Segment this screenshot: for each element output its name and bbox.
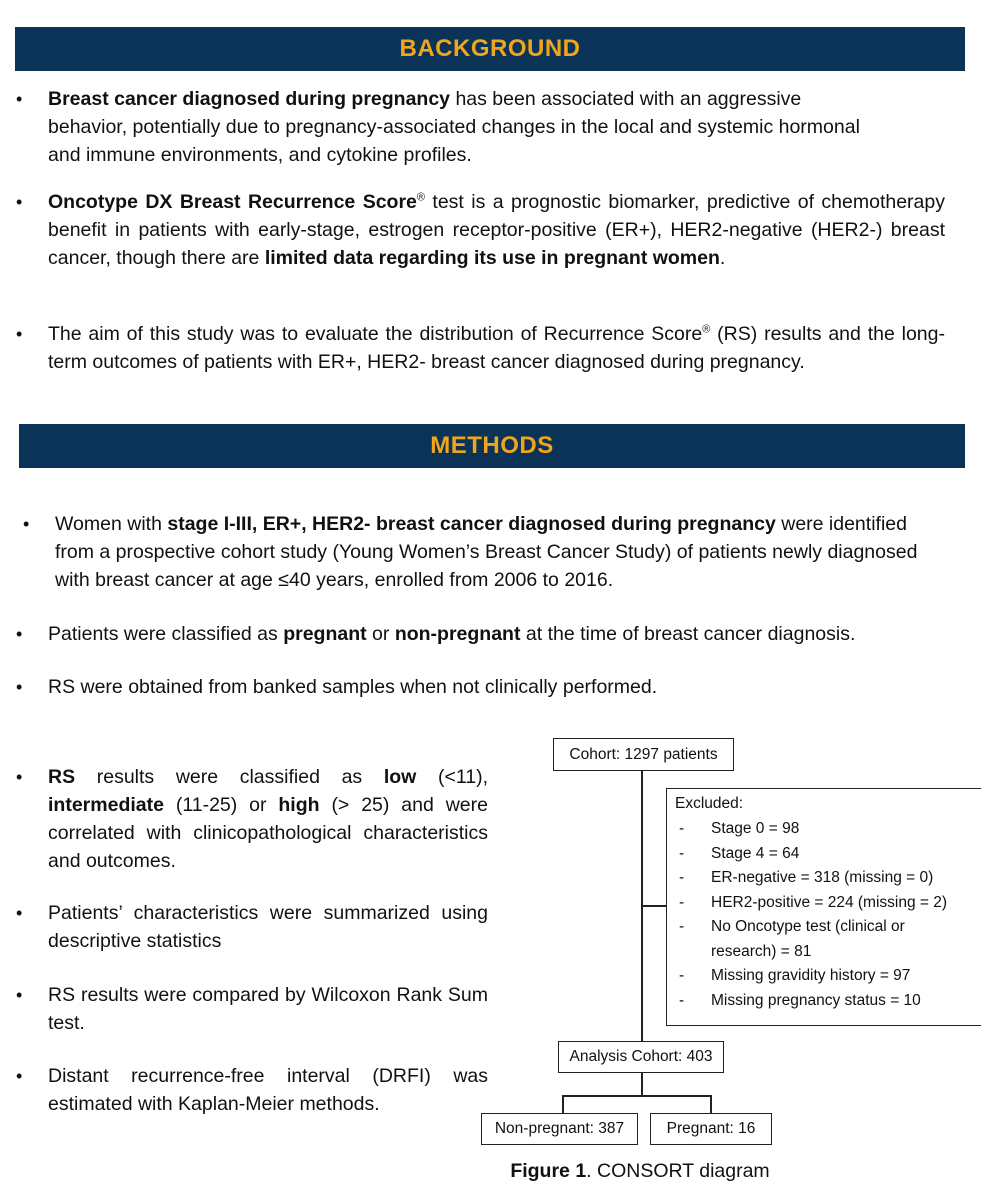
caption-text: . CONSORT diagram xyxy=(586,1160,770,1182)
methods-bullet-4 xyxy=(16,763,488,875)
body-text: Women with xyxy=(55,513,168,535)
background-bullet-2 xyxy=(16,188,945,272)
excluded-item: - Stage 4 = 64 xyxy=(679,844,800,862)
bullet-dot: • xyxy=(16,985,23,1005)
body-text: . xyxy=(719,247,726,269)
connector-left xyxy=(562,1095,564,1113)
methods-bullet-5 xyxy=(16,899,488,955)
bullet-dot: • xyxy=(16,1066,23,1086)
methods-bullet-2 xyxy=(16,620,948,648)
body-text: results were classified as xyxy=(75,766,384,788)
body-text: test is a prognostic biomarker, predictive of chemotherapy benefit in patients with early-stage, estrogen receptor-positive (ER+), HER2-negative (HER2-) breast cancer, though there are xyxy=(48,191,945,269)
bullet-dot: • xyxy=(16,324,23,344)
methods-bullet-1 xyxy=(23,510,935,594)
excluded-list xyxy=(675,817,981,1013)
bold-text: non-pregnant xyxy=(394,623,521,645)
bullet-dot: • xyxy=(16,767,23,787)
methods-bullet-3 xyxy=(16,673,948,701)
bold-text: stage I-III, ER+, HER2- breast cancer diagnosed during pregnancy xyxy=(167,513,776,535)
body-text: (> 25) and were correlated with clinicopathological characteristics and outcomes. xyxy=(48,794,488,872)
excluded-item: - Stage 0 = 98 xyxy=(679,820,800,837)
bold-text: pregnant xyxy=(283,623,367,645)
pregnant-box: Pregnant: 16 xyxy=(650,1113,772,1145)
excluded-item: - ER-negative = 318 (missing = 0) xyxy=(679,869,934,886)
body-text: (RS) results and the long-term outcomes of patients with ER+, HER2- breast cancer diagnosed during pregnancy. xyxy=(48,323,945,373)
background-heading: BACKGROUND xyxy=(15,27,965,71)
analysis-cohort-box: Analysis Cohort: 403 xyxy=(558,1041,724,1073)
bold-text: low xyxy=(383,766,417,788)
bullet-dot: • xyxy=(16,192,23,212)
bold-text: limited data regarding its use in pregnant women xyxy=(264,247,720,269)
registered-mark: ® xyxy=(416,191,425,204)
excluded-item: - HER2-positive = 224 (missing = 2) xyxy=(679,893,948,911)
body-text: RS results were compared by Wilcoxon Rank Sum test. xyxy=(48,984,488,1034)
bold-text: RS xyxy=(48,766,76,788)
body-text: RS were obtained from banked samples when not clinically performed. xyxy=(48,676,658,698)
background-bullet-1 xyxy=(16,85,868,169)
body-text: The aim of this study was to evaluate the distribution of Recurrence Score xyxy=(48,323,703,345)
cohort-box: Cohort: 1297 patients xyxy=(553,738,734,771)
body-text: (11-25) or xyxy=(163,794,279,816)
connector-split xyxy=(562,1095,711,1097)
connector-right xyxy=(710,1095,712,1113)
connector-vertical xyxy=(641,1073,643,1095)
body-text: Patients’ characteristics were summarized using descriptive statistics xyxy=(48,902,488,952)
background-bullet-3 xyxy=(16,320,945,376)
bullet-dot: • xyxy=(16,89,23,109)
body-text: Distant recurrence-free interval (DRFI) was estimated with Kaplan-Meier methods. xyxy=(48,1065,488,1115)
registered-mark: ® xyxy=(702,323,711,336)
body-text: (<11), xyxy=(416,766,488,788)
methods-heading: METHODS xyxy=(19,424,965,468)
excluded-item: - No Oncotype test (clinical or research) = 81 xyxy=(679,918,905,960)
excluded-title: Excluded: xyxy=(675,795,744,812)
bold-text: Oncotype DX Breast Recurrence Score xyxy=(48,191,417,213)
methods-bullet-7 xyxy=(16,1062,488,1118)
figure-caption xyxy=(420,1160,860,1183)
bullet-dot: • xyxy=(16,677,23,697)
bullet-dot: • xyxy=(23,514,30,534)
bold-text: high xyxy=(278,794,320,816)
bold-text: intermediate xyxy=(48,794,164,816)
bullet-dot: • xyxy=(16,903,23,923)
body-text: or xyxy=(366,623,395,645)
excluded-box xyxy=(666,788,981,1026)
excluded-item: - Missing gravidity history = 97 xyxy=(679,967,911,984)
connector-to-excluded xyxy=(641,905,666,907)
excluded-item: - Missing pregnancy status = 10 xyxy=(679,991,921,1009)
non-pregnant-box: Non-pregnant: 387 xyxy=(481,1113,638,1145)
bold-text: Breast cancer diagnosed during pregnancy xyxy=(48,88,451,110)
body-text: has been associated with an aggressive behavior, potentially due to pregnancy-associated changes in the local and systemic hormonal and immune environments, and cytokine profiles. xyxy=(48,88,860,166)
body-text: at the time of breast cancer diagnosis. xyxy=(520,623,856,645)
body-text: Patients were classified as xyxy=(48,623,284,645)
caption-label: Figure 1 xyxy=(510,1160,587,1182)
bullet-dot: • xyxy=(16,624,23,644)
body-text: were identified from a prospective cohort study (Young Women’s Breast Cancer Study) of patients newly diagnosed with breast cancer at age ≤40 years, enrolled from 2006 to 2016. xyxy=(55,513,918,591)
methods-bullet-6 xyxy=(16,981,488,1037)
